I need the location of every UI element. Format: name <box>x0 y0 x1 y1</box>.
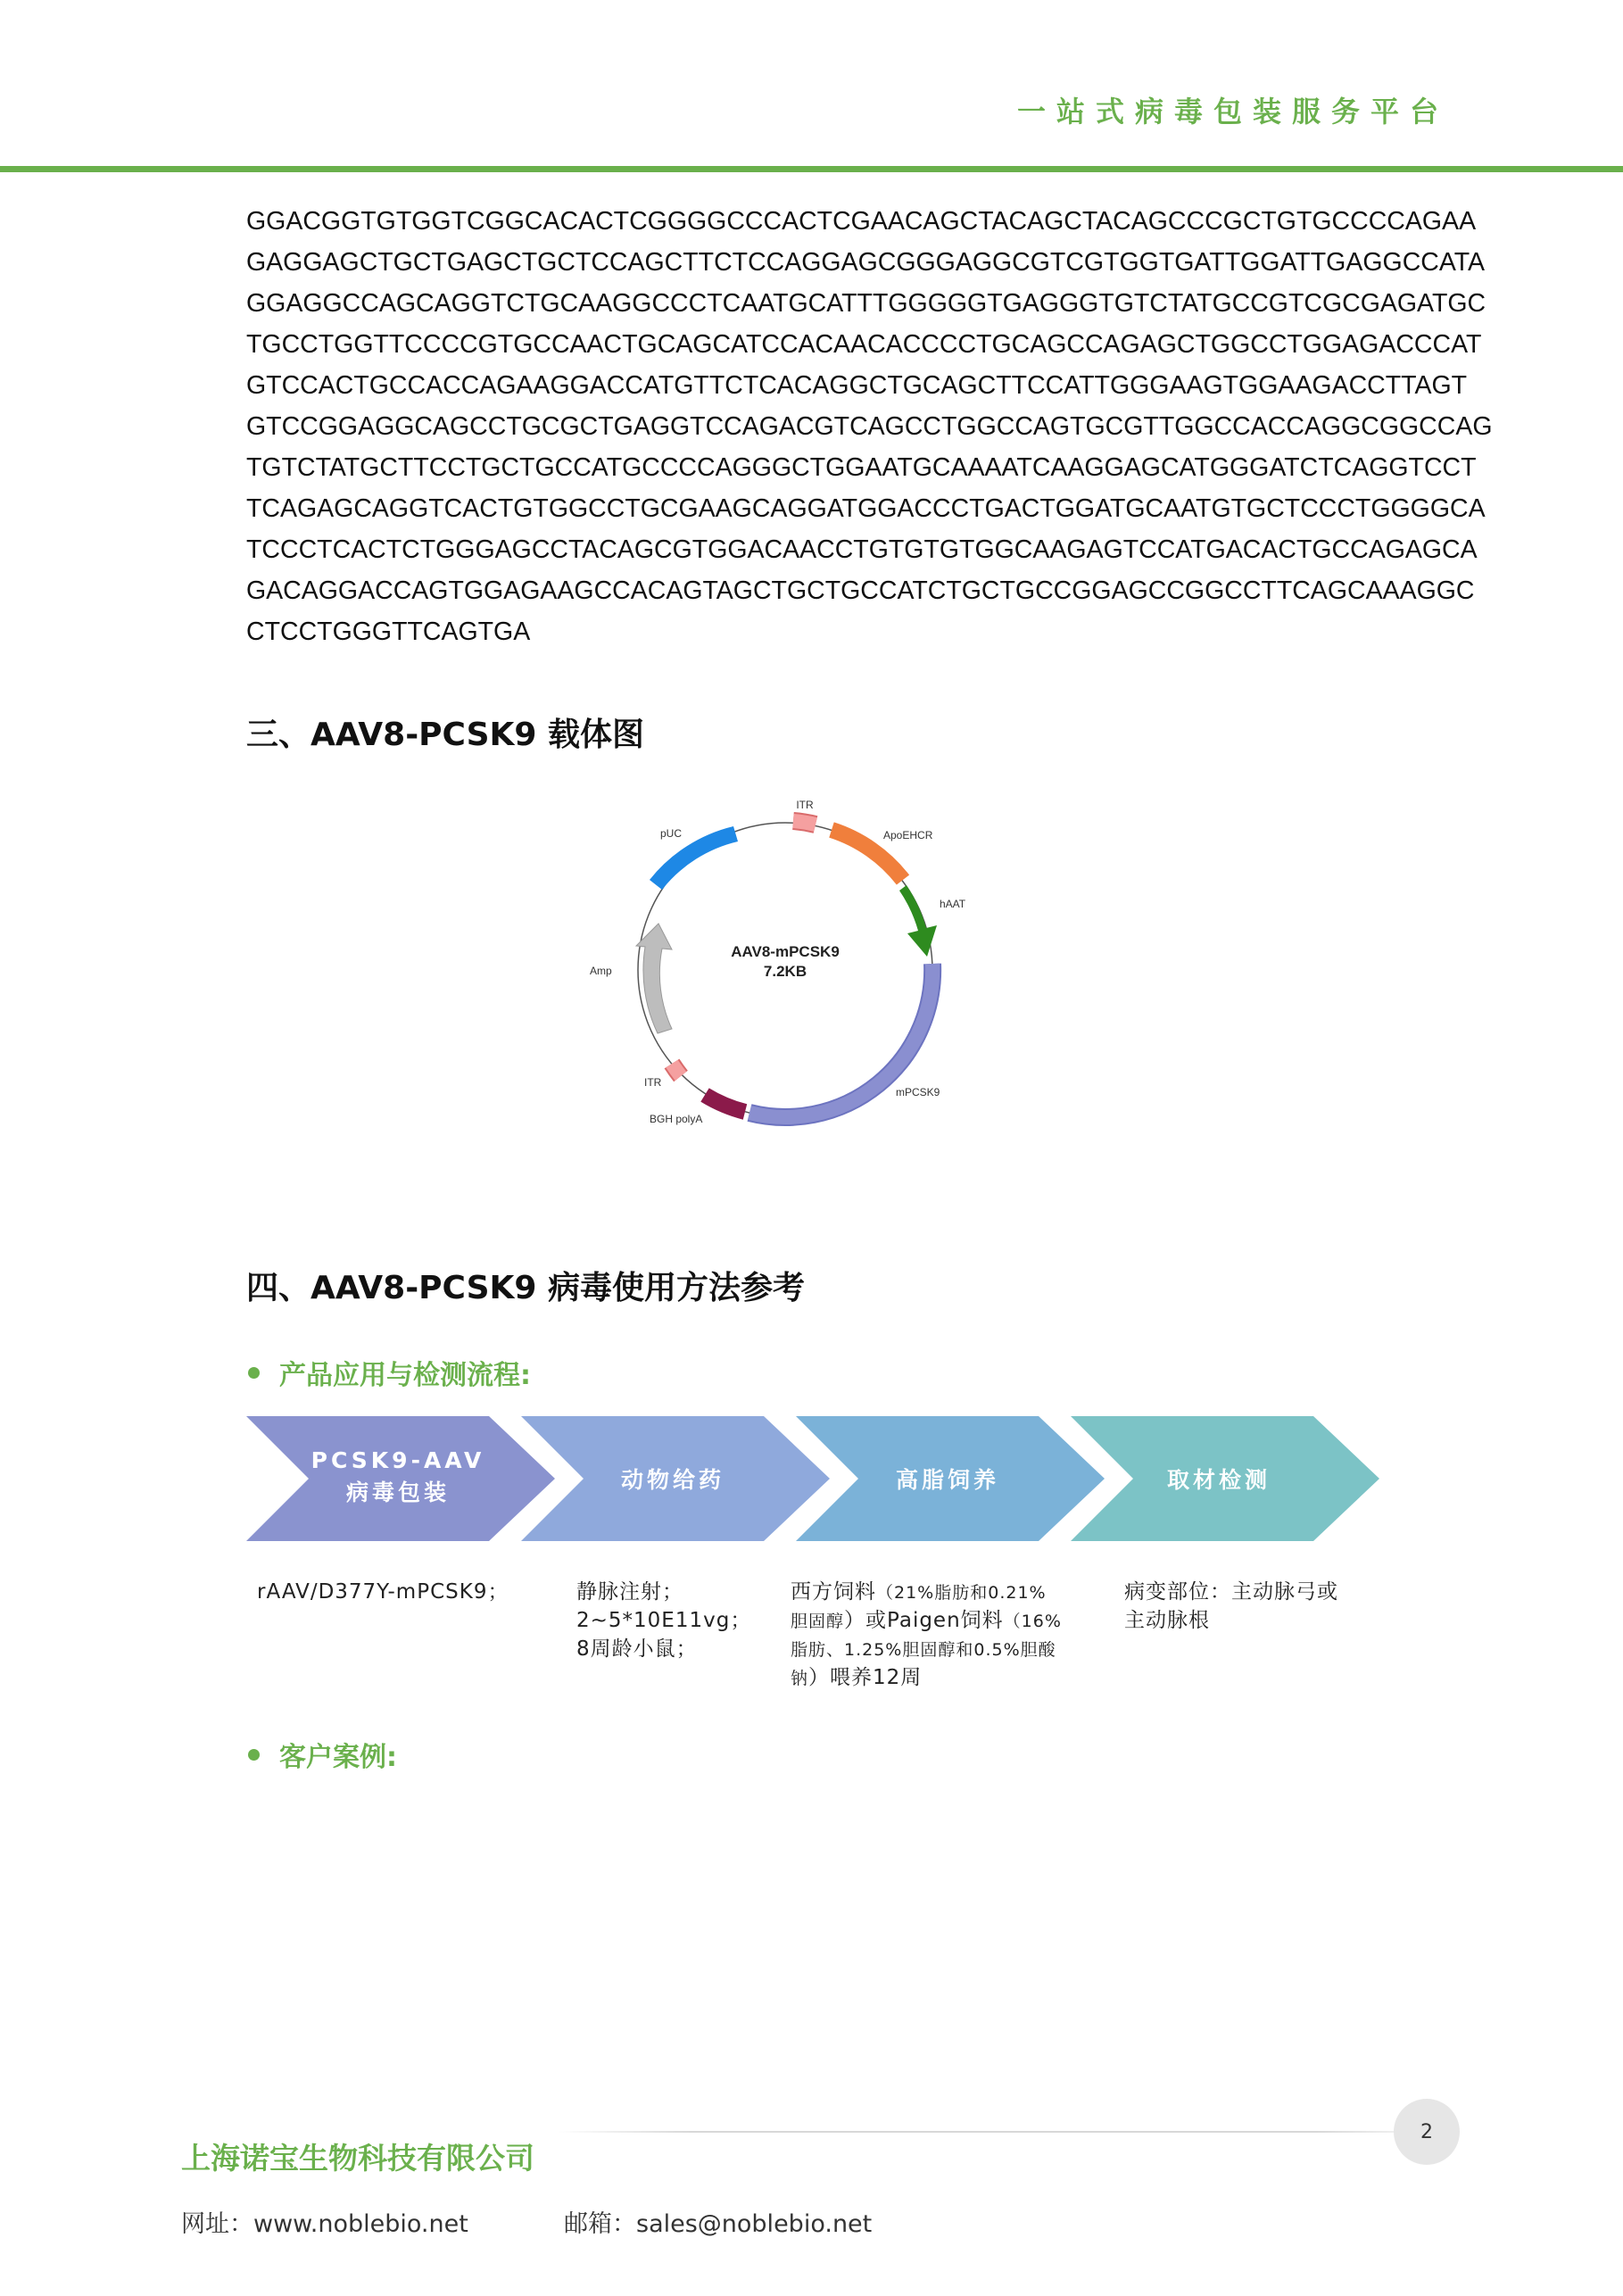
header-divider <box>0 166 1623 172</box>
footer-divider <box>558 2131 1450 2133</box>
vector-name: AAV8-mPCSK9 <box>731 943 840 960</box>
sequence-line: GTCCGGAGGCAGCCTGCGCTGAGGTCCAGACGTCAGCCTGGCCAGTGCGTTGGCCACCAGGCGGCCAG <box>246 412 1493 441</box>
sequence-line: GACAGGACCAGTGGAGAAGCCACAGTAGCTGCTGCCATCTGCTGCCGGAGCCGGCCTTCAGCAAAGGC <box>246 576 1475 605</box>
step-3-desc-small: 钠 <box>791 1669 809 1688</box>
step-2-description <box>576 1578 782 1663</box>
step-3-desc-line <box>791 1606 1085 1635</box>
sequence-line: TCAGAGCAGGTCACTGTGGCCTGCGAAGCAGGATGGACCCTGACTGGATGCAATGTGCTCCCTGGGGCA <box>246 494 1486 523</box>
step-3-desc-text: ）喂养12周 <box>808 1666 923 1689</box>
sequence-line: GTCCACTGCCACCAGAAGGACCATGTTCTCACAGGCTGCAGCTTCCATTGGGAAGTGGAAGACCTTAGT <box>246 371 1468 400</box>
bullet-dot <box>248 1749 260 1761</box>
step-3-desc-text: ）或Paigen饲料 <box>844 1609 1004 1632</box>
sequence-line: GGACGGTGTGGTCGGCACACTCGGGGCCCACTCGAACAGCTACAGCTACAGCCCGCTGTGCCCCAGAA <box>246 207 1477 236</box>
bullet-label: 客户案例: <box>279 1742 397 1773</box>
section-heading-usage: 四、AAV8-PCSK9 病毒使用方法参考 <box>246 1270 806 1306</box>
bullet-application-flow <box>248 1353 531 1392</box>
step-3-desc-small: 脂肪、1.25%胆固醇和0.5%胆酸 <box>791 1640 1056 1660</box>
label-itr-top: ITR <box>796 799 814 811</box>
step-3-desc-text: 西方饲料 <box>791 1580 876 1604</box>
step-2-desc-line: 8周龄小鼠； <box>576 1637 698 1661</box>
label-puc: pUC <box>660 827 683 840</box>
sequence-line: GGAGGCCAGCAGGTCTGCAAGGCCCTCAATGCATTTGGGGGTGAGGGTGTCTATGCCGTCGCGAGATGC <box>246 289 1486 318</box>
segment-itr-top-fill <box>793 821 816 825</box>
sequence-line: TCCCTCACTCTGGGAGCCTACAGCGTGGACAACCTGTGTGTGGCAAGAGTCCATGACACTGCCAGAGCA <box>246 535 1478 564</box>
step-2-desc-line: 2~5*10E11vg； <box>576 1609 752 1632</box>
step-3-desc-line <box>791 1663 1085 1692</box>
header-title: 一站式病毒包装服务平台 <box>1016 95 1449 128</box>
flow-step-1 <box>246 1416 555 1541</box>
plasmid-vector-map <box>571 785 999 1142</box>
sequence-line: TGTCTATGCTTCCTGCTGCCATGCCCCAGGGCTGGAATGCAAAATCAAGGAGCATGGGATCTCAGGTCCT <box>246 453 1477 482</box>
flow-step-2-label: 动物给药 <box>620 1467 725 1493</box>
sequence-line: CTCCTGGGTTCAGTGA <box>246 618 531 646</box>
step-2-desc-line: 静脉注射； <box>576 1580 683 1604</box>
footer-company-name: 上海诺宝生物科技有限公司 <box>181 2141 534 2176</box>
step-1-description <box>257 1578 525 1606</box>
flow-step-3-label: 高脂饲养 <box>895 1467 1000 1493</box>
segment-haat <box>899 885 937 957</box>
sequence-line: GAGGAGCTGCTGAGCTGCTCCAGCTTCTCCAGGAGCGGGAGGCGTCGTGGTGATTGGATTGAGGCCATA <box>246 248 1486 277</box>
step-4-desc-line: 主动脉根 <box>1124 1609 1210 1632</box>
label-bgh-polya: BGH polyA <box>650 1113 703 1125</box>
segment-itr-bottom-fill <box>672 1064 681 1076</box>
sequence-line: TGCCTGGTTCCCCGTGCCAACTGCAGCATCCACAACACCCCTGCAGCCAGAGCTGGCCTGGAGACCCAT <box>246 330 1482 359</box>
step-3-desc-line <box>791 1635 1085 1663</box>
section-heading-vector-map: 三、AAV8-PCSK9 载体图 <box>246 717 645 753</box>
step-3-desc-small: 胆固醇 <box>791 1612 845 1631</box>
page-number: 2 <box>1394 2099 1460 2165</box>
bullet-label: 产品应用与检测流程: <box>279 1360 531 1391</box>
process-flow <box>246 1416 1379 1541</box>
flow-step-1-line1: PCSK9-AAV <box>311 1447 485 1473</box>
step-4-desc-line: 病变部位：主动脉弓或 <box>1124 1580 1338 1604</box>
bullet-dot <box>248 1367 260 1379</box>
footer-email[interactable]: 邮箱：sales@noblebio.net <box>564 2210 873 2238</box>
step-3-desc-small: （21%脂肪和0.21% <box>876 1583 1047 1603</box>
step-4-description <box>1124 1578 1374 1635</box>
step-3-desc-small: （16% <box>1003 1612 1062 1631</box>
flow-step-1-line2: 病毒包装 <box>345 1480 451 1505</box>
step-1-desc-line: rAAV/D377Y-mPCSK9； <box>257 1580 509 1604</box>
bullet-customer-cases <box>248 1735 397 1774</box>
label-apoehcr: ApoEHCR <box>883 829 933 841</box>
step-3-desc-line <box>791 1578 1085 1606</box>
flow-step-4-label: 取材检测 <box>1166 1467 1271 1493</box>
segment-bgh-polya <box>705 1095 745 1112</box>
vector-size: 7.2KB <box>763 963 807 980</box>
label-itr-bottom: ITR <box>644 1076 662 1089</box>
label-mpcsk9: mPCSK9 <box>896 1086 940 1098</box>
label-amp: Amp <box>590 965 612 977</box>
step-3-description <box>791 1578 1085 1692</box>
segment-amp <box>636 924 672 1033</box>
dna-sequence <box>246 201 1493 652</box>
label-haat: hAAT <box>940 898 966 910</box>
footer-website[interactable]: 网址：www.noblebio.net <box>181 2210 468 2238</box>
